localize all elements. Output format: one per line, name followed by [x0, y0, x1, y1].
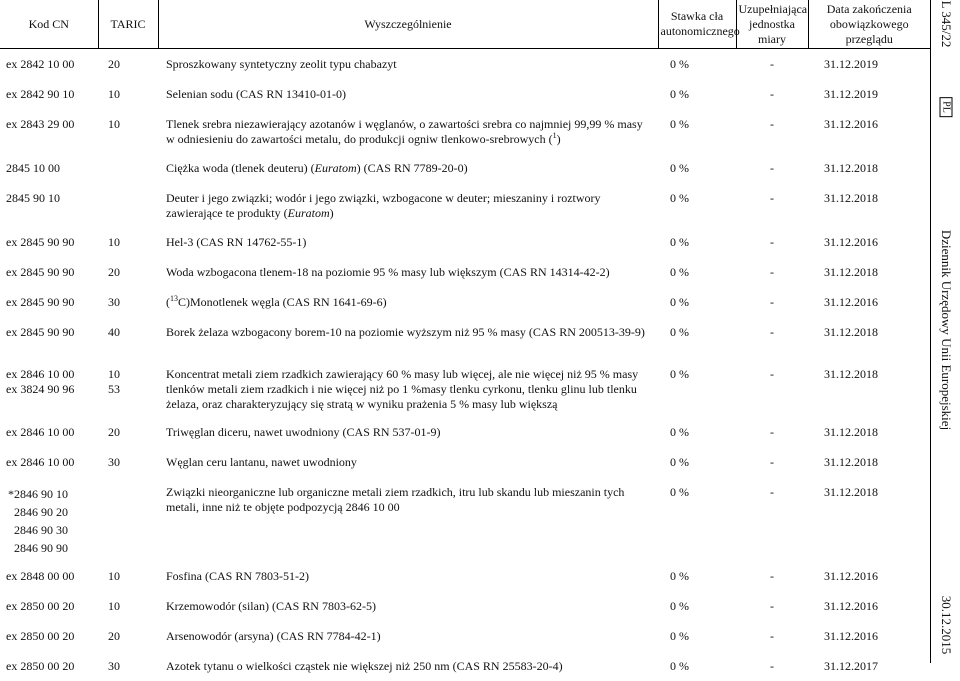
taric-code: 10: [108, 234, 120, 249]
description-cell: [158, 621, 658, 651]
table-row: [0, 591, 930, 621]
supplementary-unit-cell: -: [770, 57, 774, 71]
taric-cell: [98, 591, 158, 621]
taric-cell: [98, 109, 158, 153]
taric-code: 10: [108, 86, 120, 101]
cn-code-cell: [0, 257, 98, 287]
table-header-row: [0, 0, 930, 49]
description-text: Tlenek srebra niezawierający azotanów i węglanów, o zawartości srebra co najmniej 99,99 % masy w odniesieniu do zawartości metalu, do produkcji ogniw tlenkowo-srebrowych (: [166, 116, 643, 146]
supplementary-unit-cell: -: [770, 568, 774, 583]
supplementary-unit-cell: -: [770, 598, 774, 613]
taric-cell: [98, 477, 158, 561]
review-end-date-cell: 31.12.2016: [824, 116, 878, 131]
duty-rate-cell: 0 %: [670, 568, 689, 583]
table-row: [0, 651, 930, 681]
cn-code-cell: [0, 227, 98, 257]
cn-code: ex 3824 90 96: [6, 381, 75, 396]
review-end-date-cell: 31.12.2018: [824, 366, 878, 381]
cn-code: ex 2845 90 90: [6, 294, 75, 309]
taric-code: 30: [108, 454, 120, 469]
description-text: Triwęglan diceru, nawet uwodniony (CAS RN 537-01-9): [166, 424, 441, 439]
taric-cell: [98, 359, 158, 417]
taric-code: 20: [108, 424, 120, 439]
duty-rate-cell: 0 %: [670, 454, 689, 469]
description-cell: [158, 49, 658, 79]
supplementary-unit-cell: -: [770, 86, 774, 101]
page-margin-sidebar: [930, 0, 960, 663]
review-end-date-cell: 31.12.2018: [824, 484, 878, 499]
cn-code-cell: [0, 79, 98, 109]
description-text: Hel-3 (CAS RN 14762-55-1): [166, 234, 307, 249]
cn-code: 2846 90 90: [14, 540, 68, 555]
supplementary-unit-cell: -: [770, 160, 774, 175]
cn-code: ex 2850 00 20: [6, 628, 75, 643]
cn-code: ex 2845 90 90: [6, 264, 75, 279]
description-cell: [158, 359, 658, 417]
taric-code: 53: [108, 381, 120, 396]
supplementary-unit-cell: -: [770, 324, 774, 339]
table-row: [0, 257, 930, 287]
supplementary-unit-cell: -: [770, 484, 774, 499]
taric-cell: [98, 561, 158, 591]
description-cell: [158, 317, 658, 359]
table-row: [0, 227, 930, 257]
taric-code: 10: [108, 116, 120, 131]
table-row: [0, 447, 930, 477]
taric-code: 20: [108, 57, 120, 71]
description-text: Azotek tytanu o wielkości cząstek nie większej niż 250 nm (CAS RN 25583-20-4): [166, 658, 563, 673]
duty-rate-cell: 0 %: [670, 116, 689, 131]
duty-rate-cell: 0 %: [670, 190, 689, 205]
cn-code: ex 2845 90 90: [6, 324, 75, 339]
supplementary-unit-cell: -: [770, 116, 774, 131]
header-jednostka: Uzupełniająca jednostka miary: [736, 0, 808, 49]
supplementary-unit-cell: -: [770, 454, 774, 469]
description-cell: [158, 183, 658, 227]
supplementary-unit-cell: -: [770, 264, 774, 279]
cn-code: ex 2850 00 20: [6, 598, 75, 613]
table-row: [0, 477, 930, 561]
description-text: Woda wzbogacona tlenem-18 na poziomie 95 % masy lub większym (CAS RN 14314-42-2): [166, 264, 610, 279]
cn-code: ex 2846 10 00: [6, 366, 75, 381]
review-end-date-cell: 31.12.2016: [824, 598, 878, 613]
cn-code: 2845 90 10: [6, 190, 60, 205]
review-end-date-cell: 31.12.2016: [824, 628, 878, 643]
table-row: [0, 153, 930, 183]
table-row: [0, 183, 930, 227]
duty-rate-cell: 0 %: [670, 366, 689, 381]
cn-code-cell: [0, 621, 98, 651]
cn-code: ex 2842 90 10: [6, 86, 75, 101]
duty-rate-cell: 0 %: [670, 294, 689, 309]
header-taric: TARIC: [98, 0, 158, 49]
description-text: Krzemowodór (silan) (CAS RN 7803-62-5): [166, 598, 376, 613]
table-row: [0, 79, 930, 109]
supplementary-unit-cell: -: [770, 658, 774, 673]
taric-code: 30: [108, 658, 120, 673]
description-text: Sproszkowany syntetyczny zeolit typu chabazyt: [166, 57, 397, 71]
cn-code: 2846 90 30: [14, 522, 68, 537]
header-kod-cn: Kod CN: [0, 0, 98, 49]
table-body: [0, 49, 930, 681]
taric-cell: [98, 417, 158, 447]
description-cell: [158, 79, 658, 109]
cn-code-cell: [0, 651, 98, 681]
duty-rate-cell: 0 %: [670, 324, 689, 339]
taric-cell: [98, 153, 158, 183]
taric-code: 30: [108, 294, 120, 309]
cn-code: ex 2850 00 20: [6, 658, 75, 673]
taric-code: 20: [108, 264, 120, 279]
supplementary-unit-cell: -: [770, 424, 774, 439]
cn-code: ex 2846 10 00: [6, 424, 75, 439]
table-row: [0, 49, 930, 79]
table-row: [0, 317, 930, 359]
taric-cell: [98, 621, 158, 651]
cn-code-cell: [0, 287, 98, 317]
description-cell: [158, 257, 658, 287]
description-cell: [158, 417, 658, 447]
taric-cell: [98, 447, 158, 477]
taric-cell: [98, 227, 158, 257]
description-text: Fosfina (CAS RN 7803-51-2): [166, 568, 309, 583]
journal-title: Dziennik Urzędowy Unii Europejskiej: [939, 229, 954, 431]
cn-code-cell: [0, 477, 98, 561]
table-row: [0, 621, 930, 651]
duty-rate-cell: 0 %: [670, 598, 689, 613]
cn-code-cell: [0, 109, 98, 153]
taric-code: 10: [108, 568, 120, 583]
cn-code: ex 2842 10 00: [6, 57, 75, 71]
review-end-date-cell: 31.12.2018: [824, 160, 878, 175]
review-end-date-cell: 31.12.2018: [824, 424, 878, 439]
description-text: Deuter i jego związki; wodór i jego związki, wzbogacone w deuter; mieszaniny i roztwory zawierające te produkty (Euratom): [166, 190, 601, 220]
cn-code-line: [0, 485, 94, 503]
footnote-reference[interactable]: 1: [552, 130, 557, 140]
table-row: [0, 417, 930, 447]
duty-rate-cell: 0 %: [670, 234, 689, 249]
description-cell: [158, 447, 658, 477]
description-text: Koncentrat metali ziem rzadkich zawierający 60 % masy lub więcej, ale nie więcej niż 95 % masy tlenków metali ziem rzadkich i nie więcej niż po 1 %masy tlenku cyrkonu, tlenku glinu lub tlenku żelaza, oraz charakteryzujący się stratą w wyniku prażenia 5 % masy lub większą: [166, 366, 639, 411]
taric-cell: [98, 49, 158, 79]
cn-code: 2846 90 10: [14, 486, 68, 501]
cn-code: 2845 10 00: [6, 160, 60, 175]
duty-rate-cell: 0 %: [670, 628, 689, 643]
footnote-star: *: [8, 486, 14, 501]
review-end-date-cell: 31.12.2019: [824, 57, 878, 71]
supplementary-unit-cell: -: [770, 294, 774, 309]
cn-code-cell: [0, 49, 98, 79]
cn-code-cell: [0, 591, 98, 621]
duty-rate-cell: 0 %: [670, 86, 689, 101]
review-end-date-cell: 31.12.2019: [824, 86, 878, 101]
description-cell: [158, 591, 658, 621]
isotope-superscript: 13: [170, 293, 178, 303]
taric-code: 10: [108, 366, 120, 381]
cn-code-cell: [0, 183, 98, 227]
description-cell: [158, 561, 658, 591]
cn-code: 2846 90 20: [14, 504, 68, 519]
review-end-date-cell: 31.12.2016: [824, 294, 878, 309]
description-text: Selenian sodu (CAS RN 13410-01-0): [166, 86, 346, 101]
table-row: [0, 109, 930, 153]
description-text: Arsenowodór (arsyna) (CAS RN 7784-42-1): [166, 628, 381, 643]
description-cell: [158, 287, 658, 317]
review-end-date-cell: 31.12.2018: [824, 454, 878, 469]
cn-code: ex 2843 29 00: [6, 116, 75, 131]
cn-code-cell: [0, 561, 98, 591]
review-end-date-cell: 31.12.2017: [824, 658, 878, 673]
description-cell: [158, 477, 658, 561]
publication-date: 30.12.2015: [939, 595, 954, 655]
duty-rate-cell: 0 %: [670, 484, 689, 499]
taric-code: 20: [108, 628, 120, 643]
language-badge: PL: [940, 97, 953, 117]
taric-cell: [98, 257, 158, 287]
description-text: Ciężka woda (tlenek deuteru) (Euratom) (CAS RN 7789-20-0): [166, 160, 468, 175]
cn-code-cell: [0, 447, 98, 477]
header-wyszczegolnienie: Wyszczególnienie: [158, 0, 658, 49]
page-reference: L 345/22: [939, 0, 954, 48]
cn-code: ex 2846 10 00: [6, 454, 75, 469]
taric-code: 40: [108, 324, 120, 339]
description-cell: [158, 153, 658, 183]
review-end-date-cell: 31.12.2018: [824, 264, 878, 279]
taric-code: 10: [108, 598, 120, 613]
taric-cell: [98, 651, 158, 681]
supplementary-unit-cell: -: [770, 234, 774, 249]
cn-code: ex 2848 00 00: [6, 568, 75, 583]
header-data-zakonczenia: Data zakończenia obowiązkowego przeglądu: [808, 0, 930, 49]
description-cell: [158, 227, 658, 257]
taric-cell: [98, 317, 158, 359]
review-end-date-cell: 31.12.2018: [824, 324, 878, 339]
review-end-date-cell: 31.12.2016: [824, 234, 878, 249]
taric-cell: [98, 183, 158, 227]
cn-code-cell: [0, 317, 98, 359]
cn-code: ex 2845 90 90: [6, 234, 75, 249]
description-cell: [158, 651, 658, 681]
header-stawka: Stawka cła autonomicznego: [658, 0, 736, 49]
description-suffix: ): [556, 131, 561, 146]
cn-code-cell: [0, 359, 98, 417]
review-end-date-cell: 31.12.2018: [824, 190, 878, 205]
supplementary-unit-cell: -: [770, 628, 774, 643]
table-row: [0, 359, 930, 417]
review-end-date-cell: 31.12.2016: [824, 568, 878, 583]
cn-code-cell: [0, 153, 98, 183]
description-prefix: (: [166, 294, 170, 309]
description-text: Borek żelaza wzbogacony borem-10 na poziomie wyższym niż 95 % masy (CAS RN 200513-39-9): [166, 324, 645, 339]
cn-code-cell: [0, 417, 98, 447]
taric-cell: [98, 287, 158, 317]
description-text: Związki nieorganiczne lub organiczne metali ziem rzadkich, itru lub skandu lub mieszanin tych metali, inne niż te objęte podpozycją 2846 10 00: [166, 484, 625, 514]
duty-rate-cell: 0 %: [670, 658, 689, 673]
duty-rate-cell: 0 %: [670, 424, 689, 439]
supplementary-unit-cell: -: [770, 190, 774, 205]
duty-rate-cell: 0 %: [670, 160, 689, 175]
description-cell: [158, 109, 658, 153]
table-row: [0, 561, 930, 591]
taric-cell: [98, 79, 158, 109]
supplementary-unit-cell: -: [770, 366, 774, 381]
duty-rate-cell: 0 %: [670, 264, 689, 279]
duty-rate-cell: 0 %: [670, 57, 689, 71]
description-text: Węglan ceru lantanu, nawet uwodniony: [166, 454, 357, 469]
description-text: C)Monotlenek węgla (CAS RN 1641-69-6): [178, 294, 387, 309]
table-row: [0, 287, 930, 317]
